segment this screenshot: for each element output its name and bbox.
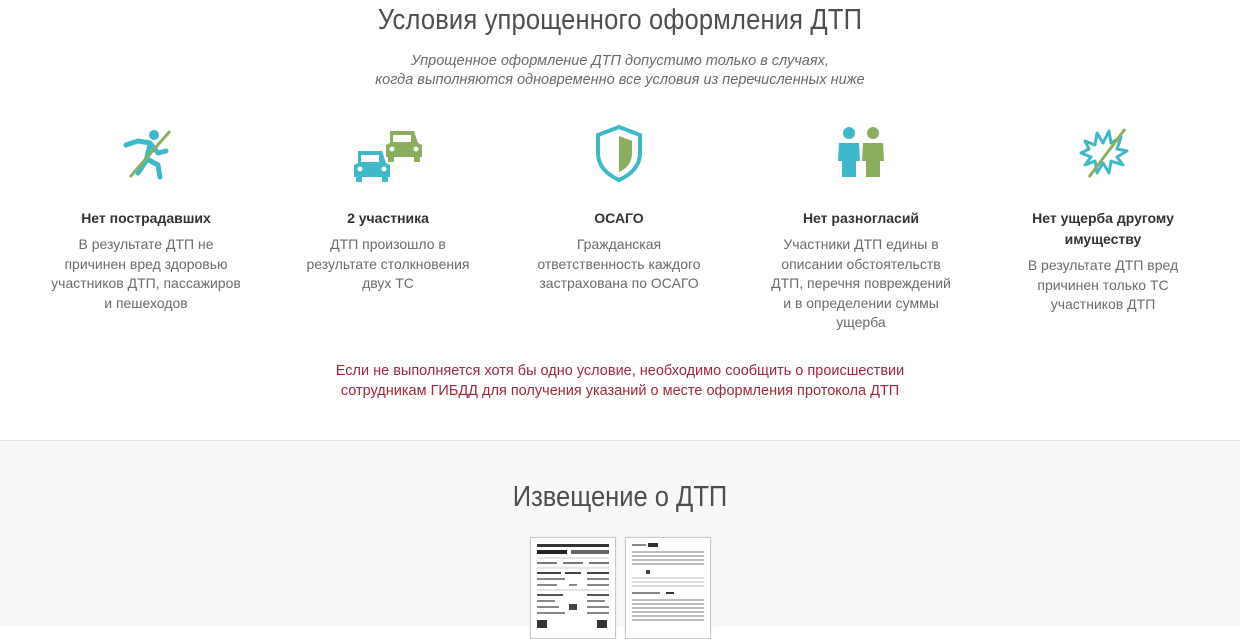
subtitle [0, 52, 1240, 90]
document-form-preview [531, 538, 615, 638]
desc-line: ДТП, перечня повреждений [771, 275, 951, 291]
document-back-thumbnail[interactable] [625, 537, 711, 639]
condition-description [993, 256, 1213, 315]
desc-line: застрахована по ОСАГО [539, 275, 699, 291]
desc-line: результате столкновения [306, 255, 470, 272]
notice-title: Извещение о ДТП [512, 481, 728, 513]
warning-message [0, 361, 1240, 401]
document-front-thumbnail[interactable] [530, 537, 616, 639]
warning-line-2: сотрудникам ГИБДД для получения указаний о месте оформления протокола ДТП [340, 383, 900, 399]
condition-no-property-damage [993, 120, 1213, 315]
title-line: имуществу [1064, 231, 1142, 247]
two-cars-icon [278, 120, 498, 186]
subtitle-line-1: Упрощенное оформление ДТП допустимо только в случаях, [411, 53, 829, 69]
desc-line: В результате ДТП не [78, 236, 214, 252]
document-form-preview [626, 538, 710, 638]
condition-title [993, 208, 1213, 250]
desc-line: и в определении суммы [783, 294, 939, 311]
condition-description [509, 235, 729, 294]
desc-line: ДТП произошло в [330, 236, 446, 252]
desc-line: Гражданская [576, 236, 662, 252]
condition-no-disagreement [751, 120, 971, 333]
condition-title: 2 участника [347, 210, 429, 226]
condition-no-injured [36, 120, 256, 313]
condition-title: Нет пострадавших [81, 210, 211, 226]
page-title: Условия упрощенного оформления ДТП [377, 4, 863, 36]
condition-description [36, 235, 256, 313]
desc-line: причинен вред здоровью [64, 255, 228, 272]
no-injured-icon [36, 120, 256, 186]
shield-icon [509, 120, 729, 186]
desc-line: участников ДТП, пассажиров [51, 275, 241, 291]
condition-title: Нет разногласий [802, 210, 920, 226]
no-damage-icon [993, 120, 1213, 186]
desc-line: ущерба [836, 314, 886, 330]
condition-two-participants [278, 120, 498, 294]
desc-line: В результате ДТП вред [1027, 257, 1179, 273]
desc-line: участников ДТП [1050, 296, 1156, 312]
subtitle-line-2: когда выполняются одновременно все условия из перечисленных ниже [375, 72, 865, 88]
warning-line-1: Если не выполняется хотя бы одно условие, необходимо сообщить о происшествии [335, 363, 905, 379]
condition-description [278, 235, 498, 294]
condition-osago [509, 120, 729, 294]
desc-line: причинен только ТС [1037, 276, 1169, 293]
desc-line: и пешеходов [104, 294, 188, 311]
title-line: Нет ущерба другому [1032, 210, 1174, 226]
desc-line: двух ТС [362, 275, 414, 291]
desc-line: ответственность каждого [537, 255, 701, 272]
notice-section [0, 440, 1240, 627]
desc-line: Участники ДТП едины в [783, 236, 939, 252]
desc-line: описании обстоятельств [781, 255, 941, 272]
two-people-icon [751, 120, 971, 186]
condition-title: ОСАГО [594, 210, 644, 226]
condition-description [751, 235, 971, 333]
